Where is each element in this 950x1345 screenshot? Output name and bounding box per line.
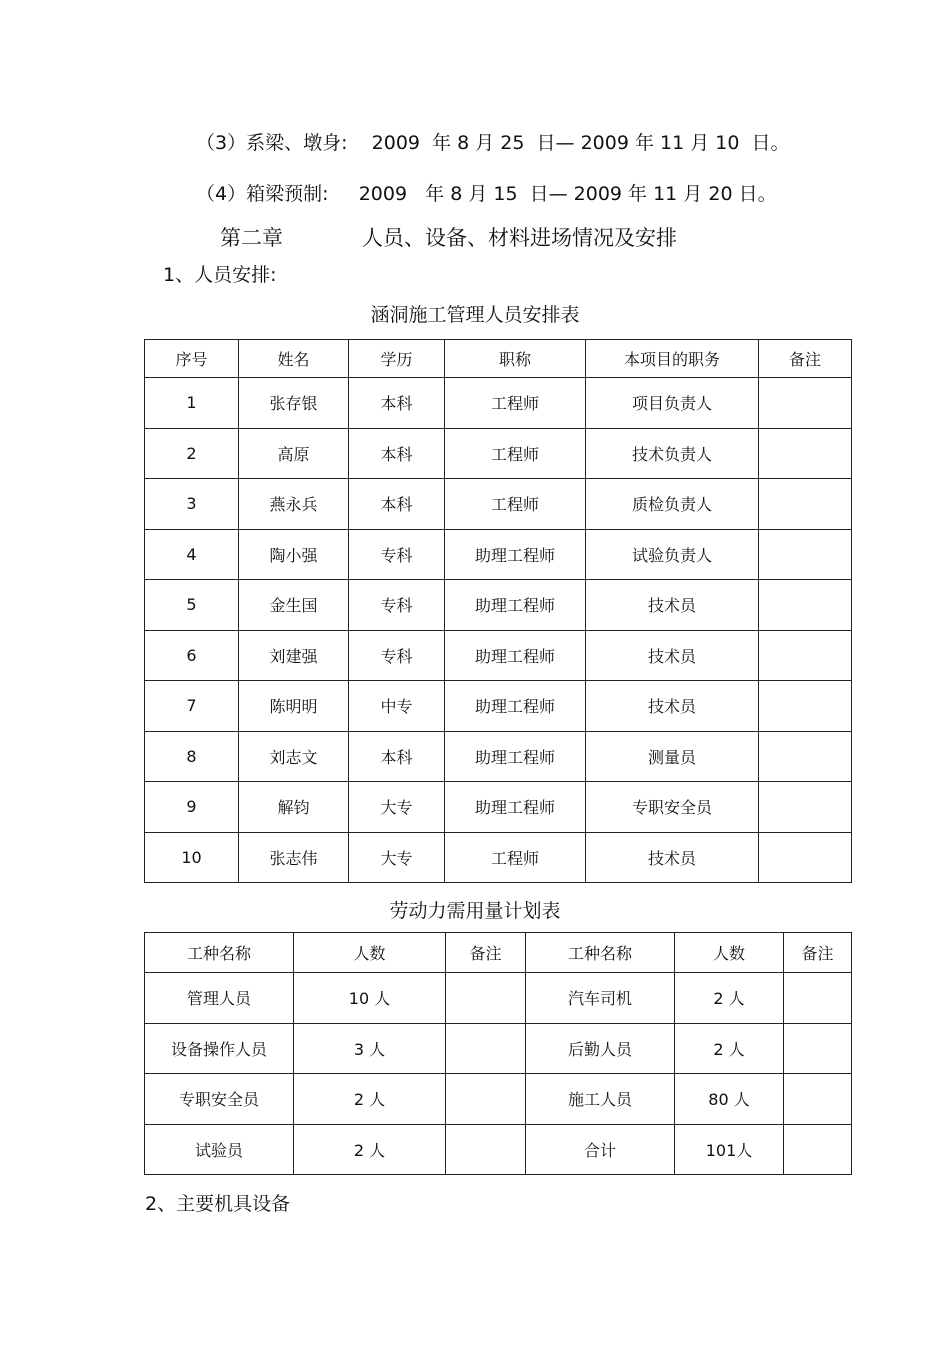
table-cell: 9	[145, 782, 239, 833]
table-cell: 专科	[349, 630, 445, 681]
table-row	[145, 832, 852, 883]
section-heading-staff: 1、人员安排:	[163, 264, 277, 286]
table-cell: 陈明明	[239, 681, 349, 732]
table-cell: 工程师	[445, 832, 586, 883]
table-cell: 燕永兵	[239, 479, 349, 530]
table-cell: 技术员	[586, 630, 759, 681]
header-cell: 备注	[759, 340, 852, 378]
table-cell: 本科	[349, 378, 445, 429]
table-cell: 2	[145, 428, 239, 479]
schedule-line-4: （4）箱梁预制: 2009 年 8 月 15 日— 2009 年 11 月 20 日。	[196, 183, 777, 205]
table-cell: 10 人	[294, 973, 446, 1024]
table-cell: 技术员	[586, 681, 759, 732]
table-cell: 6	[145, 630, 239, 681]
table-cell	[446, 1023, 526, 1074]
table-cell: 技术负责人	[586, 428, 759, 479]
header-cell: 人数	[675, 933, 784, 973]
table-cell: 本科	[349, 428, 445, 479]
table-cell: 试验负责人	[586, 529, 759, 580]
table-cell	[759, 731, 852, 782]
table-cell: 专科	[349, 580, 445, 631]
table-cell: 2 人	[294, 1074, 446, 1125]
table-cell: 施工人员	[526, 1074, 675, 1125]
table-cell: 5	[145, 580, 239, 631]
table-row	[145, 630, 852, 681]
table-cell	[759, 479, 852, 530]
chapter-number: 第二章	[220, 226, 283, 250]
table-cell: 大专	[349, 832, 445, 883]
table-cell: 项目负责人	[586, 378, 759, 429]
table-cell	[784, 1023, 852, 1074]
header-cell: 工种名称	[526, 933, 675, 973]
table-cell: 本科	[349, 479, 445, 530]
table-cell: 测量员	[586, 731, 759, 782]
table-cell: 中专	[349, 681, 445, 732]
table-row	[145, 973, 852, 1024]
table-cell: 专职安全员	[145, 1074, 294, 1125]
table-cell: 刘建强	[239, 630, 349, 681]
chapter-title: 人员、设备、材料进场情况及安排	[362, 226, 677, 250]
table-cell: 1	[145, 378, 239, 429]
table-cell	[784, 1124, 852, 1175]
header-cell: 工种名称	[145, 933, 294, 973]
table-row	[145, 1074, 852, 1125]
staff-table-header	[145, 340, 852, 378]
table-cell: 2 人	[675, 1023, 784, 1074]
table-row	[145, 681, 852, 732]
table-cell: 技术员	[586, 580, 759, 631]
table-cell: 助理工程师	[445, 529, 586, 580]
table-cell	[759, 782, 852, 833]
table-cell: 工程师	[445, 479, 586, 530]
table-cell: 助理工程师	[445, 731, 586, 782]
table-cell: 解钧	[239, 782, 349, 833]
table-cell: 3	[145, 479, 239, 530]
table-row	[145, 782, 852, 833]
table-cell	[446, 1124, 526, 1175]
table-cell	[759, 529, 852, 580]
table-cell: 管理人员	[145, 973, 294, 1024]
table-row	[145, 479, 852, 530]
table-cell	[446, 973, 526, 1024]
table-cell: 金生国	[239, 580, 349, 631]
table-cell: 刘志文	[239, 731, 349, 782]
table-row	[145, 428, 852, 479]
table-cell: 101人	[675, 1124, 784, 1175]
header-cell: 序号	[145, 340, 239, 378]
header-cell: 学历	[349, 340, 445, 378]
table-row	[145, 1124, 852, 1175]
table-cell: 合计	[526, 1124, 675, 1175]
table-cell: 高原	[239, 428, 349, 479]
table-cell	[784, 973, 852, 1024]
table-cell: 大专	[349, 782, 445, 833]
table-cell: 工程师	[445, 378, 586, 429]
table-cell: 助理工程师	[445, 782, 586, 833]
table-cell: 张存银	[239, 378, 349, 429]
table-cell: 试验员	[145, 1124, 294, 1175]
table-cell	[759, 832, 852, 883]
header-cell: 备注	[446, 933, 526, 973]
table-cell: 陶小强	[239, 529, 349, 580]
table-cell: 张志伟	[239, 832, 349, 883]
table-row	[145, 731, 852, 782]
table-cell: 助理工程师	[445, 580, 586, 631]
table-cell	[759, 378, 852, 429]
table-cell: 后勤人员	[526, 1023, 675, 1074]
staff-table-caption: 涵洞施工管理人员安排表	[370, 304, 580, 326]
section-heading-equipment: 2、主要机具设备	[145, 1193, 291, 1215]
table-cell	[784, 1074, 852, 1125]
header-cell: 本项目的职务	[586, 340, 759, 378]
table-cell: 10	[145, 832, 239, 883]
labor-table-header	[145, 933, 852, 973]
table-row	[145, 580, 852, 631]
table-cell	[759, 681, 852, 732]
labor-table-caption: 劳动力需用量计划表	[389, 900, 561, 922]
table-cell	[759, 630, 852, 681]
table-cell: 2 人	[675, 973, 784, 1024]
table-cell: 汽车司机	[526, 973, 675, 1024]
table-cell: 质检负责人	[586, 479, 759, 530]
table-cell: 专科	[349, 529, 445, 580]
labor-table	[144, 932, 852, 1175]
header-cell: 备注	[784, 933, 852, 973]
table-cell: 8	[145, 731, 239, 782]
table-row	[145, 378, 852, 429]
table-cell	[759, 580, 852, 631]
table-cell: 本科	[349, 731, 445, 782]
table-cell: 2 人	[294, 1124, 446, 1175]
table-row	[145, 529, 852, 580]
table-row	[145, 1023, 852, 1074]
header-cell: 姓名	[239, 340, 349, 378]
table-cell: 工程师	[445, 428, 586, 479]
table-cell: 助理工程师	[445, 630, 586, 681]
table-cell	[446, 1074, 526, 1125]
table-cell: 设备操作人员	[145, 1023, 294, 1074]
header-cell: 职称	[445, 340, 586, 378]
table-cell: 专职安全员	[586, 782, 759, 833]
table-cell: 技术员	[586, 832, 759, 883]
header-cell: 人数	[294, 933, 446, 973]
table-cell: 4	[145, 529, 239, 580]
table-cell	[759, 428, 852, 479]
table-cell: 助理工程师	[445, 681, 586, 732]
table-cell: 7	[145, 681, 239, 732]
schedule-line-3: （3）系梁、墩身: 2009 年 8 月 25 日— 2009 年 11 月 10 日。	[196, 132, 790, 154]
table-cell: 3 人	[294, 1023, 446, 1074]
staff-table	[144, 339, 852, 883]
table-cell: 80 人	[675, 1074, 784, 1125]
